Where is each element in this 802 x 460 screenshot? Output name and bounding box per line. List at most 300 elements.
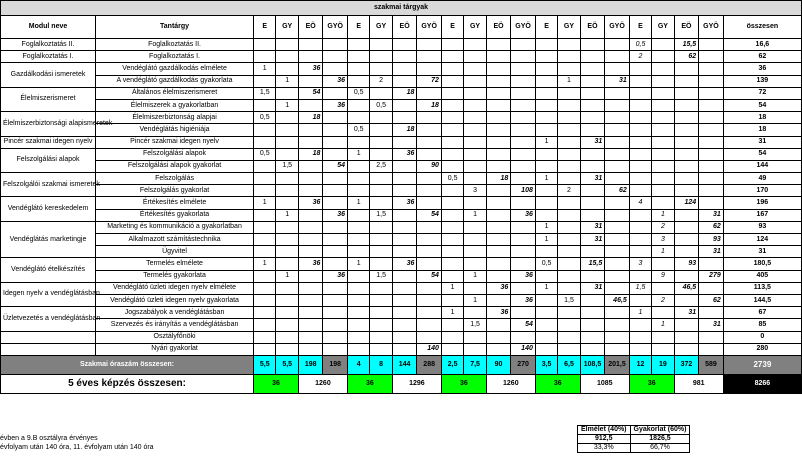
hour-cell	[347, 209, 369, 221]
hour-cell	[511, 173, 536, 185]
hour-cell	[580, 87, 605, 99]
hour-cell: 1	[254, 258, 276, 270]
hour-cell	[511, 246, 536, 258]
module-name: Idegen nyelv a vendéglátásban	[1, 282, 96, 306]
hour-cell: 0,5	[370, 99, 392, 111]
hour-cell	[464, 197, 486, 209]
hour-cell	[558, 87, 580, 99]
row-total: 124	[723, 234, 801, 246]
hour-cell	[629, 112, 651, 124]
hour-cell	[558, 197, 580, 209]
hour-cell	[323, 343, 348, 355]
subject-name: Foglalkoztatás II.	[96, 39, 254, 51]
hour-cell	[605, 136, 630, 148]
hour-cell	[652, 136, 674, 148]
hour-cell	[580, 270, 605, 282]
hour-cell	[347, 99, 369, 111]
hour-cell	[441, 246, 463, 258]
hour-cell: 2	[558, 185, 580, 197]
hour-cell	[652, 63, 674, 75]
hour-cell	[699, 185, 724, 197]
hour-cell	[558, 209, 580, 221]
hour-cell	[417, 258, 442, 270]
hour-cell	[323, 185, 348, 197]
subject-name: Felszolgálási alapok	[96, 148, 254, 160]
hour-cell: 18	[392, 87, 417, 99]
summary-cell: 589	[699, 355, 724, 374]
hour-cell	[254, 221, 276, 233]
hour-cell	[629, 173, 651, 185]
hour-cell: 1	[535, 136, 557, 148]
hour-cell	[629, 87, 651, 99]
hour-cell	[535, 307, 557, 319]
module-name: Gazdálkodási ismeretek	[1, 63, 96, 87]
col-header: GY	[558, 16, 580, 39]
hour-cell	[652, 160, 674, 172]
yearly-hours-cell: 981	[674, 374, 723, 393]
row-total: 144	[723, 160, 801, 172]
hour-cell	[347, 246, 369, 258]
hour-cell	[699, 160, 724, 172]
hour-cell	[298, 75, 323, 87]
summary-cell: 108,5	[580, 355, 605, 374]
row-total: 113,5	[723, 282, 801, 294]
hour-cell	[486, 124, 511, 136]
summary-cell: 198	[323, 355, 348, 374]
hour-cell	[276, 112, 298, 124]
hour-cell	[254, 282, 276, 294]
hour-cell	[347, 51, 369, 63]
hour-cell: 1	[254, 63, 276, 75]
hour-cell	[580, 209, 605, 221]
hour-cell	[699, 173, 724, 185]
hour-cell	[580, 197, 605, 209]
hour-cell: 36	[323, 209, 348, 221]
module-name: Üzletvezetés a vendéglátásban	[1, 307, 96, 331]
hour-cell	[511, 258, 536, 270]
hour-cell	[629, 148, 651, 160]
hour-cell	[486, 258, 511, 270]
table-row	[1, 185, 802, 197]
hour-cell	[392, 99, 417, 111]
hour-cell	[674, 160, 699, 172]
row-total: 139	[723, 75, 801, 87]
hour-cell	[674, 136, 699, 148]
hour-cell	[347, 282, 369, 294]
hour-cell	[298, 221, 323, 233]
hour-cell	[486, 246, 511, 258]
summary-cell: 198	[298, 355, 323, 374]
yearly-hours-cell: 1296	[392, 374, 441, 393]
hour-cell	[605, 51, 630, 63]
hour-cell	[392, 75, 417, 87]
hour-cell	[276, 63, 298, 75]
hour-cell	[417, 282, 442, 294]
hour-cell	[605, 246, 630, 258]
hour-cell	[298, 39, 323, 51]
row-total: 170	[723, 185, 801, 197]
hour-cell	[629, 185, 651, 197]
hour-cell	[486, 99, 511, 111]
theory-hours: 912,5	[578, 435, 631, 444]
hour-cell	[652, 331, 674, 343]
hour-cell	[276, 221, 298, 233]
hour-cell	[674, 87, 699, 99]
hour-cell	[605, 221, 630, 233]
hour-cell	[370, 282, 392, 294]
module-name: Vendéglátó kereskedelem	[1, 197, 96, 221]
hour-cell	[699, 75, 724, 87]
hour-cell	[370, 173, 392, 185]
hour-cell	[347, 221, 369, 233]
table-row	[1, 209, 802, 221]
table-row	[1, 148, 802, 160]
hour-cell	[535, 331, 557, 343]
hour-cell	[486, 160, 511, 172]
table-row	[1, 63, 802, 75]
hour-cell	[392, 307, 417, 319]
hour-cell	[323, 282, 348, 294]
hour-cell	[629, 294, 651, 306]
hour-cell	[347, 112, 369, 124]
module-name	[1, 331, 96, 343]
col-header: EÖ	[580, 16, 605, 39]
table-row	[1, 197, 802, 209]
hour-cell: 36	[298, 197, 323, 209]
hour-cell	[605, 99, 630, 111]
hour-cell	[699, 258, 724, 270]
hour-cell: 36	[511, 270, 536, 282]
module-name: Vendéglátó ételkészítés	[1, 258, 96, 282]
module-name: Vendéglátás marketingje	[1, 221, 96, 258]
hour-cell: 36	[392, 197, 417, 209]
hour-cell	[486, 75, 511, 87]
hour-cell	[558, 124, 580, 136]
hour-cell	[605, 39, 630, 51]
hour-cell	[699, 331, 724, 343]
hour-cell	[370, 294, 392, 306]
hour-cell: 1	[276, 99, 298, 111]
subject-name: Ügyvitel	[96, 246, 254, 258]
table-row	[1, 319, 802, 331]
row-total: 31	[723, 246, 801, 258]
col-header: E	[535, 16, 557, 39]
hour-cell	[392, 343, 417, 355]
hour-cell	[276, 185, 298, 197]
summary-cell: 6,5	[558, 355, 580, 374]
summary-cell: 8	[370, 355, 392, 374]
hour-cell	[441, 270, 463, 282]
hour-cell	[441, 343, 463, 355]
hour-cell	[370, 258, 392, 270]
hour-cell	[298, 136, 323, 148]
weekly-hours-cell: 36	[441, 374, 486, 393]
hour-cell: 1	[652, 209, 674, 221]
hour-cell	[417, 234, 442, 246]
hour-cell	[511, 39, 536, 51]
hour-cell	[417, 173, 442, 185]
hour-cell	[535, 197, 557, 209]
hour-cell	[441, 75, 463, 87]
hour-cell: 90	[417, 160, 442, 172]
hour-cell	[652, 173, 674, 185]
hour-cell	[535, 99, 557, 111]
hour-cell	[629, 136, 651, 148]
hour-cell	[370, 124, 392, 136]
hour-cell	[558, 246, 580, 258]
hour-cell	[464, 112, 486, 124]
col-header: EÖ	[486, 16, 511, 39]
hour-cell	[370, 136, 392, 148]
hour-cell	[392, 112, 417, 124]
subject-name: Termelés elmélete	[96, 258, 254, 270]
row-total: 72	[723, 87, 801, 99]
hour-cell: 2	[629, 51, 651, 63]
hour-cell	[674, 148, 699, 160]
hour-cell: 18	[417, 99, 442, 111]
hour-cell	[558, 258, 580, 270]
hour-cell: 62	[674, 51, 699, 63]
hour-cell: 54	[323, 160, 348, 172]
hour-cell	[417, 197, 442, 209]
hour-cell	[605, 282, 630, 294]
hour-cell	[323, 319, 348, 331]
hour-cell	[535, 294, 557, 306]
hour-cell: 140	[511, 343, 536, 355]
subject-name: A vendéglátó gazdálkodás gyakorlata	[96, 75, 254, 87]
practice-hours: 1826,5	[630, 435, 690, 444]
hour-cell	[674, 221, 699, 233]
table-row	[1, 87, 802, 99]
subject-name: Szervezés és irányítás a vendéglátásban	[96, 319, 254, 331]
hour-cell	[580, 124, 605, 136]
hour-cell: 1,5	[629, 282, 651, 294]
hour-cell	[511, 75, 536, 87]
ratio-table	[577, 425, 690, 453]
table-row	[1, 331, 802, 343]
hour-cell: 31	[580, 173, 605, 185]
hour-cell	[580, 307, 605, 319]
hour-cell: 62	[699, 221, 724, 233]
hour-cell	[605, 307, 630, 319]
hour-cell	[276, 39, 298, 51]
hour-cell: 62	[699, 294, 724, 306]
subject-name: Élelmiszerek a gyakorlatban	[96, 99, 254, 111]
hour-cell: 1	[652, 246, 674, 258]
hour-cell	[441, 234, 463, 246]
hour-cell	[370, 63, 392, 75]
hour-cell	[605, 331, 630, 343]
hour-cell	[674, 99, 699, 111]
hour-cell	[323, 173, 348, 185]
subject-name: Felszolgálási alapok gyakorlat	[96, 160, 254, 172]
hour-cell	[605, 124, 630, 136]
hour-cell	[652, 307, 674, 319]
row-total: 180,5	[723, 258, 801, 270]
subject-header: Tantárgy	[96, 16, 254, 39]
hour-cell	[486, 270, 511, 282]
hour-cell	[276, 148, 298, 160]
summary-cell: 4	[347, 355, 369, 374]
hour-cell	[392, 294, 417, 306]
hour-cell	[254, 51, 276, 63]
hour-cell	[392, 319, 417, 331]
hour-cell	[298, 331, 323, 343]
hour-cell	[392, 173, 417, 185]
col-header: E	[347, 16, 369, 39]
hour-cell	[254, 246, 276, 258]
hour-cell	[323, 197, 348, 209]
table-row	[1, 112, 802, 124]
hour-cell	[347, 331, 369, 343]
hour-cell	[464, 307, 486, 319]
subject-name: Jogszabályok a vendéglátásban	[96, 307, 254, 319]
col-header: EÖ	[392, 16, 417, 39]
hour-cell	[511, 148, 536, 160]
summary-cell: 372	[674, 355, 699, 374]
hour-cell	[370, 246, 392, 258]
hour-cell: 1	[347, 258, 369, 270]
hour-cell	[441, 148, 463, 160]
row-total: 62	[723, 51, 801, 63]
hour-cell	[370, 221, 392, 233]
hour-cell	[347, 160, 369, 172]
hour-cell: 1	[464, 270, 486, 282]
hour-cell	[441, 99, 463, 111]
hour-cell	[276, 124, 298, 136]
hour-cell	[558, 173, 580, 185]
hour-cell	[392, 331, 417, 343]
hour-cell: 140	[417, 343, 442, 355]
subject-name: Felszolgálás	[96, 173, 254, 185]
hour-cell	[464, 173, 486, 185]
hour-cell	[558, 343, 580, 355]
hour-cell	[674, 319, 699, 331]
col-header: GYÖ	[511, 16, 536, 39]
hour-cell	[392, 39, 417, 51]
subject-name: Nyári gyakorlat	[96, 343, 254, 355]
subject-name: Általános élelmiszerismeret	[96, 87, 254, 99]
table-row	[1, 221, 802, 233]
hour-cell	[254, 294, 276, 306]
hour-cell	[511, 99, 536, 111]
hour-cell	[652, 197, 674, 209]
summary-cell: 201,5	[605, 355, 630, 374]
hour-cell	[276, 87, 298, 99]
row-total: 67	[723, 307, 801, 319]
hour-cell: 2,5	[370, 160, 392, 172]
hour-cell	[464, 136, 486, 148]
practice-percent: 66,7%	[630, 444, 690, 453]
hour-cell	[298, 160, 323, 172]
hour-cell	[580, 51, 605, 63]
hour-cell	[580, 246, 605, 258]
hour-cell	[674, 185, 699, 197]
hour-cell	[629, 221, 651, 233]
hour-cell	[699, 307, 724, 319]
hour-cell	[652, 39, 674, 51]
hour-cell	[511, 160, 536, 172]
hour-cell	[254, 319, 276, 331]
hour-cell: 36	[298, 63, 323, 75]
hour-cell: 36	[392, 258, 417, 270]
hour-cell: 0,5	[347, 124, 369, 136]
hour-cell	[486, 112, 511, 124]
row-total: 167	[723, 209, 801, 221]
hour-cell: 31	[699, 209, 724, 221]
hour-cell: 31	[605, 75, 630, 87]
hour-cell	[605, 63, 630, 75]
hour-cell	[558, 136, 580, 148]
hour-cell	[392, 246, 417, 258]
summary-cell: 90	[486, 355, 511, 374]
hour-cell	[392, 63, 417, 75]
hour-cell: 36	[486, 282, 511, 294]
subject-name: Élelmiszerbiztonság alapjai	[96, 112, 254, 124]
hour-cell	[441, 136, 463, 148]
hour-cell	[298, 246, 323, 258]
hour-cell	[347, 136, 369, 148]
hour-cell	[511, 221, 536, 233]
hour-cell	[347, 63, 369, 75]
hour-cell	[486, 234, 511, 246]
hour-cell	[558, 221, 580, 233]
hour-cell	[254, 270, 276, 282]
yearly-hours-cell: 1260	[298, 374, 347, 393]
hour-cell: 15,5	[674, 39, 699, 51]
hour-cell: 0,5	[441, 173, 463, 185]
hour-cell	[392, 136, 417, 148]
table-title: szakmai tárgyak	[1, 1, 802, 16]
col-header: GYÖ	[417, 16, 442, 39]
hour-cell	[464, 51, 486, 63]
hour-cell	[674, 124, 699, 136]
hour-cell	[441, 294, 463, 306]
hour-cell: 1,5	[370, 270, 392, 282]
hour-cell	[441, 258, 463, 270]
hour-cell: 18	[298, 112, 323, 124]
hour-cell	[629, 99, 651, 111]
hour-cell	[441, 51, 463, 63]
weekly-hours-cell: 36	[254, 374, 299, 393]
hour-cell	[511, 124, 536, 136]
hour-cell	[511, 282, 536, 294]
subject-name: Értékesítés gyakorlata	[96, 209, 254, 221]
weekly-hours-cell: 36	[347, 374, 392, 393]
summary-label: Szakmai óraszám összesen:	[1, 355, 254, 374]
hour-cell	[605, 234, 630, 246]
grand-total: 8266	[723, 374, 801, 393]
hour-cell: 93	[699, 234, 724, 246]
hour-cell	[276, 282, 298, 294]
hour-cell: 0,5	[254, 148, 276, 160]
hour-cell: 1,5	[254, 87, 276, 99]
hour-cell	[370, 319, 392, 331]
hour-cell	[441, 87, 463, 99]
hour-cell	[674, 343, 699, 355]
hour-cell: 1,5	[464, 319, 486, 331]
table-body	[1, 39, 802, 356]
subject-name: Vendéglátó gazdálkodás elmélete	[96, 63, 254, 75]
hour-cell	[347, 343, 369, 355]
hour-cell	[558, 148, 580, 160]
hour-cell	[347, 234, 369, 246]
hour-cell: 1,5	[276, 160, 298, 172]
hour-cell	[558, 160, 580, 172]
table-row	[1, 51, 802, 63]
hour-cell	[347, 319, 369, 331]
hour-cell	[605, 148, 630, 160]
